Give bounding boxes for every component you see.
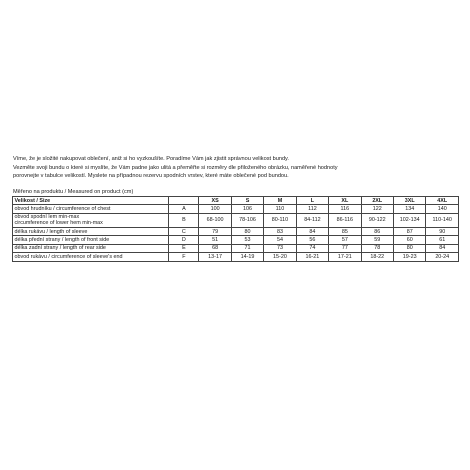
table-cell: 100 (199, 205, 231, 213)
size-header-4xl: 4XL (426, 197, 459, 205)
table-cell: 79 (199, 227, 231, 235)
table-cell: 102-134 (393, 213, 425, 227)
table-cell: 84 (426, 244, 459, 252)
table-cell: 84-112 (296, 213, 328, 227)
table-cell: 86 (361, 227, 393, 235)
size-header-3xl: 3XL (393, 197, 425, 205)
table-row (13, 213, 459, 227)
table-cell: 18-22 (361, 253, 393, 261)
table-cell: 77 (329, 244, 361, 252)
table-row (13, 227, 459, 235)
table-cell: 85 (329, 227, 361, 235)
table-cell: 116 (329, 205, 361, 213)
table-row (13, 236, 459, 244)
table-row (13, 253, 459, 261)
size-header-l: L (296, 197, 328, 205)
table-cell: 83 (264, 227, 296, 235)
table-cell: 73 (264, 244, 296, 252)
row-code: A (169, 205, 199, 213)
table-cell: 134 (393, 205, 425, 213)
row-label-line-1: obvod spodní lem min-max (14, 213, 80, 220)
row-code: D (169, 236, 199, 244)
row-code: C (169, 227, 199, 235)
table-row (13, 244, 459, 252)
table-cell: 90-122 (361, 213, 393, 227)
table-cell: 19-23 (393, 253, 425, 261)
row-label: délka rukávu / length of sleeve (13, 227, 169, 235)
size-header-xs: XS (199, 197, 231, 205)
table-cell: 16-21 (296, 253, 328, 261)
row-label: obvod hrudníku / circumference of chest (13, 205, 169, 213)
intro-text (13, 155, 458, 181)
table-cell: 86-116 (329, 213, 361, 227)
row-label: délka zadní strany / length of rear side (13, 244, 169, 252)
row-code: E (169, 244, 199, 252)
table-cell: 112 (296, 205, 328, 213)
table-cell: 80 (231, 227, 263, 235)
table-cell: 20-24 (426, 253, 459, 261)
table-cell: 71 (231, 244, 263, 252)
row-label (13, 213, 169, 227)
table-cell: 106 (231, 205, 263, 213)
table-row (13, 205, 459, 213)
size-header-m: M (264, 197, 296, 205)
table-cell: 110 (264, 205, 296, 213)
table-cell: 59 (361, 236, 393, 244)
table-cell: 51 (199, 236, 231, 244)
table-cell: 84 (296, 227, 328, 235)
size-header-xl: XL (329, 197, 361, 205)
table-cell: 68 (199, 244, 231, 252)
table-cell: 80-110 (264, 213, 296, 227)
size-header-2xl: 2XL (361, 197, 393, 205)
size-header-label: Velikost / Size (13, 197, 169, 205)
table-cell: 61 (426, 236, 459, 244)
table-cell: 78 (361, 244, 393, 252)
row-label: obvod rukávu / circumference of sleeve's end (13, 253, 169, 261)
table-cell: 14-19 (231, 253, 263, 261)
table-cell: 90 (426, 227, 459, 235)
intro-line-3: porovnejte v tabulce velikostí. Myslete na případnou rezervu spodních vrstev, které máte oblečené pod bundou. (13, 173, 289, 180)
table-cell: 140 (426, 205, 459, 213)
table-cell: 60 (393, 236, 425, 244)
table-cell: 87 (393, 227, 425, 235)
size-table (12, 196, 459, 262)
table-cell: 57 (329, 236, 361, 244)
intro-line-2: Vezměte svoji bundu o které si myslíte, že Vám padne jako ulitá a přeměřte si rozměry dle přiloženého obrázku, naměřené hodnoty (13, 164, 338, 171)
row-code: B (169, 213, 199, 227)
table-cell: 54 (264, 236, 296, 244)
size-table-header-row (13, 197, 459, 205)
table-cell: 53 (231, 236, 263, 244)
table-cell: 15-20 (264, 253, 296, 261)
table-cell: 122 (361, 205, 393, 213)
table-cell: 13-17 (199, 253, 231, 261)
table-cell: 80 (393, 244, 425, 252)
table-cell: 74 (296, 244, 328, 252)
size-header-s: S (231, 197, 263, 205)
table-cell: 110-140 (426, 213, 459, 227)
row-label: délka přední strany / length of front side (13, 236, 169, 244)
table-cell: 78-106 (231, 213, 263, 227)
table-cell: 17-21 (329, 253, 361, 261)
intro-line-1: Víme, že je složité nakupovat oblečení, aniž si ho vyzkoušíte. Poradíme Vám jak zjistit správnou velikost bundy. (13, 156, 289, 162)
code-header-cell (169, 197, 199, 205)
measured-on-product-label: Měřeno na produktu / Measured on product (cm) (13, 189, 134, 195)
row-code: F (169, 253, 199, 261)
row-label-line-2: circumference of lower hem min-max (14, 220, 103, 227)
table-cell: 68-100 (199, 213, 231, 227)
table-cell: 56 (296, 236, 328, 244)
